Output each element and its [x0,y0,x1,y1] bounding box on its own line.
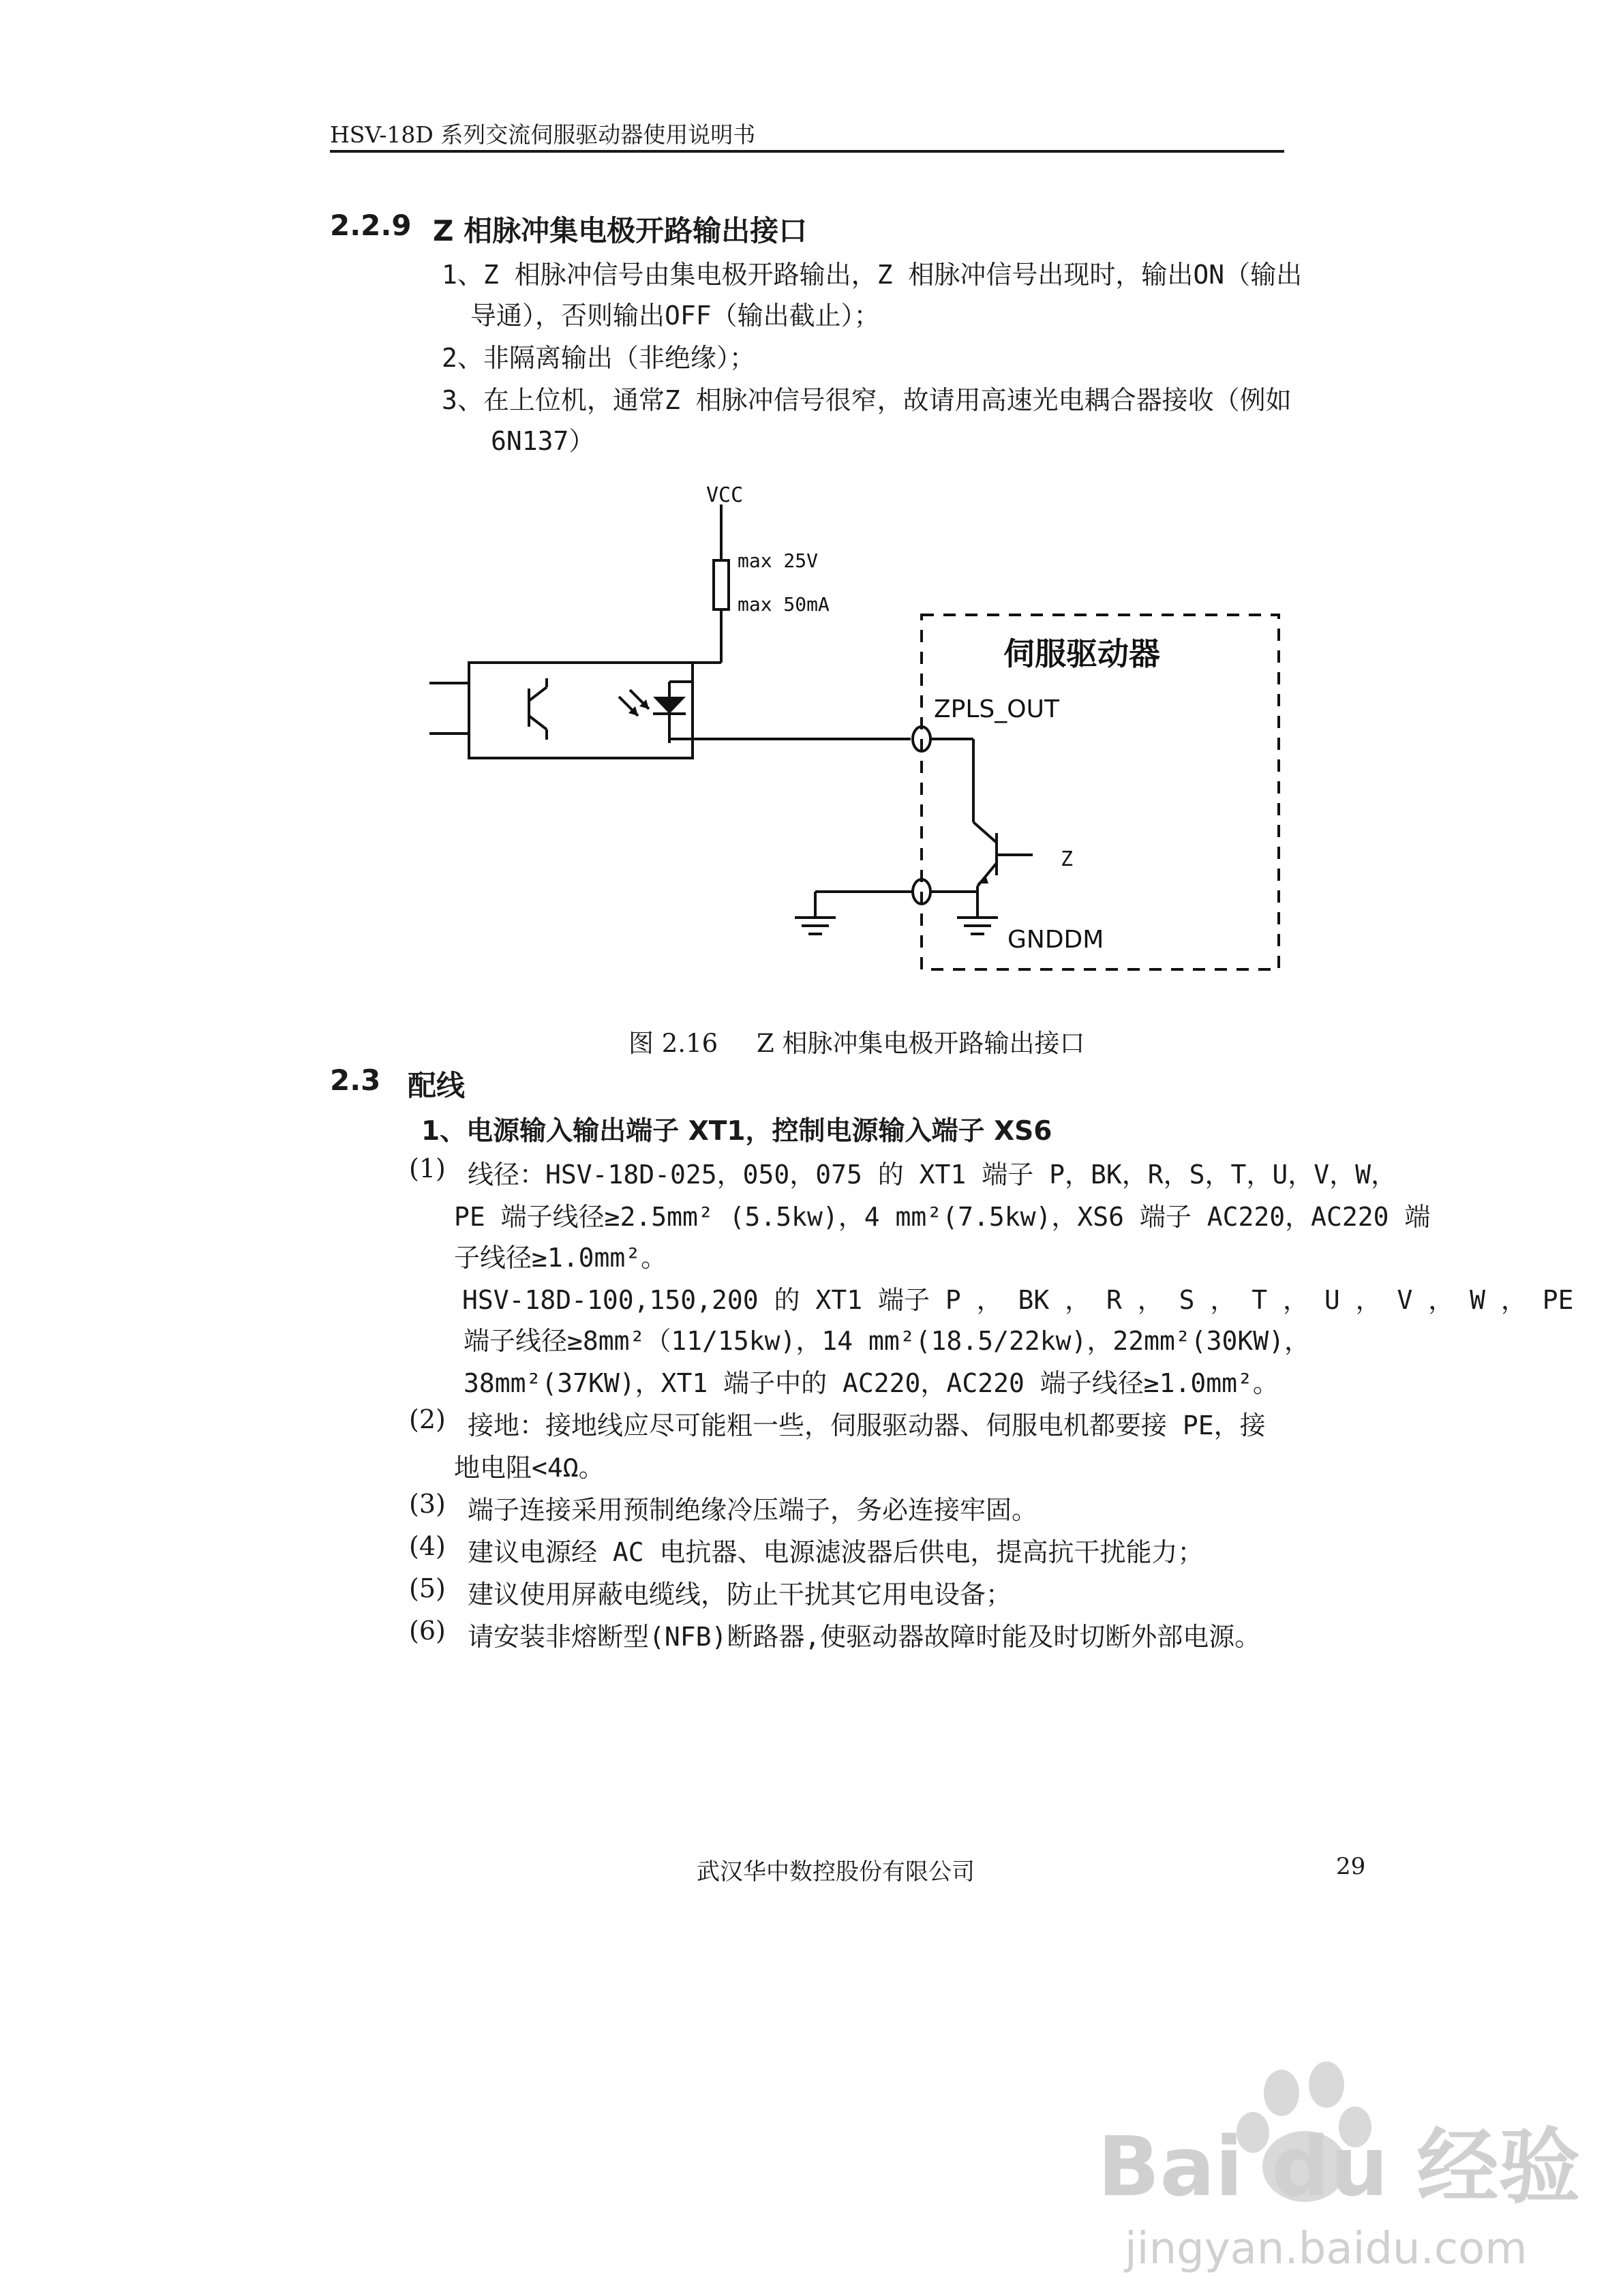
item-line: 接地：接地线应尽可能粗一些，伺服驱动器、伺服电机都要接 PE，接 [468,1410,1266,1440]
section-number: 2.3 [330,1063,381,1097]
figure-number: 图 2.16 [628,1029,718,1058]
z-label: Z [1061,847,1074,871]
item-line: PE 端子线径≥2.5mm² (5.5kw)，4 mm²(7.5kw)，XS6 端子 AC220，AC220 端 [454,1202,1431,1232]
ground-symbol-internal [957,918,998,934]
item-marker: (6) [409,1616,446,1646]
item-line: 请安装非熔断型(NFB)断路器,使驱动器故障时能及时切断外部电源。 [468,1622,1261,1652]
optocoupler [469,663,693,758]
gnddm-label: GNDDM [1007,926,1104,954]
item-marker: (3) [409,1489,446,1519]
item-line: 子线径≥1.0mm²。 [454,1243,667,1273]
list-item: 3、在上位机，通常Z 相脉冲信号很窄，故请用高速光电耦合器接收（例如 [442,385,1292,415]
led-triangle [653,697,686,714]
max-voltage-label: max 25V [738,549,819,572]
list-item-cont: 6N137） [491,426,595,456]
footer-company: 武汉华中数控股份有限公司 [697,1858,975,1886]
list-item: 1、Z 相脉冲信号由集电极开路输出，Z 相脉冲信号出现时，输出ON（输出 [442,260,1303,290]
item-line: 地电阻<4Ω。 [454,1453,605,1483]
section-title: 配线 [408,1069,466,1102]
baidu-watermark [1077,2045,1595,2277]
ground-symbol-external [795,918,836,934]
vcc-label: VCC [706,483,744,507]
item-line: 38mm²(37KW)，XT1 端子中的 AC220，AC220 端子线径≥1.0mm²。 [464,1368,1279,1398]
item-line: 端子线径≥8mm²（11/15kw)，14 mm²(18.5/22kw)，22mm²(30KW)， [464,1326,1310,1356]
figure-caption: Z 相脉冲集电极开路输出接口 [757,1029,1085,1058]
watermark-brand: Bai du 经验 [1097,2120,1581,2215]
item-line: 建议使用屏蔽电缆线，防止干扰其它用电设备； [468,1580,1012,1610]
item-line: 端子连接采用预制绝缘冷压端子，务必连接牢固。 [468,1495,1038,1525]
page-number: 29 [1336,1853,1366,1880]
list-item-cont: 导通），否则输出OFF（输出截止）； [470,301,880,331]
circuit-diagram [0,0,1623,1023]
section-title: Z 相脉冲集电极开路输出接口 [433,214,808,247]
item-line: HSV-18D-100,150,200 的 XT1 端子 P ， BK ， R ， S ， T ， U ， V ， W ， PE [462,1285,1574,1315]
driver-box-title: 伺服驱动器 [1003,635,1160,672]
item-marker: (1) [409,1153,446,1183]
item-marker: (2) [409,1404,446,1434]
item-marker: (4) [409,1531,446,1561]
watermark-url: jingyan.baidu.com [1125,2224,1528,2274]
resistor [714,560,729,609]
item-line: 建议电源经 AC 电抗器、电源滤波器后供电，提高抗干扰能力； [468,1537,1204,1567]
subheading: 1、电源输入输出端子 XT1，控制电源输入端子 XS6 [421,1116,1052,1147]
item-marker: (5) [409,1573,446,1603]
zpls-out-label: ZPLS_OUT [934,695,1059,723]
item-line: 线径：HSV-18D-025，050，075 的 XT1 端子 P，BK，R，S，T，U，V，W， [468,1160,1397,1190]
section-number: 2.2.9 [330,209,412,242]
document-header: HSV-18D 系列交流伺服驱动器使用说明书 [330,121,756,148]
max-current-label: max 50mA [738,593,830,616]
list-item: 2、非隔离输出（非绝缘）； [442,343,755,373]
